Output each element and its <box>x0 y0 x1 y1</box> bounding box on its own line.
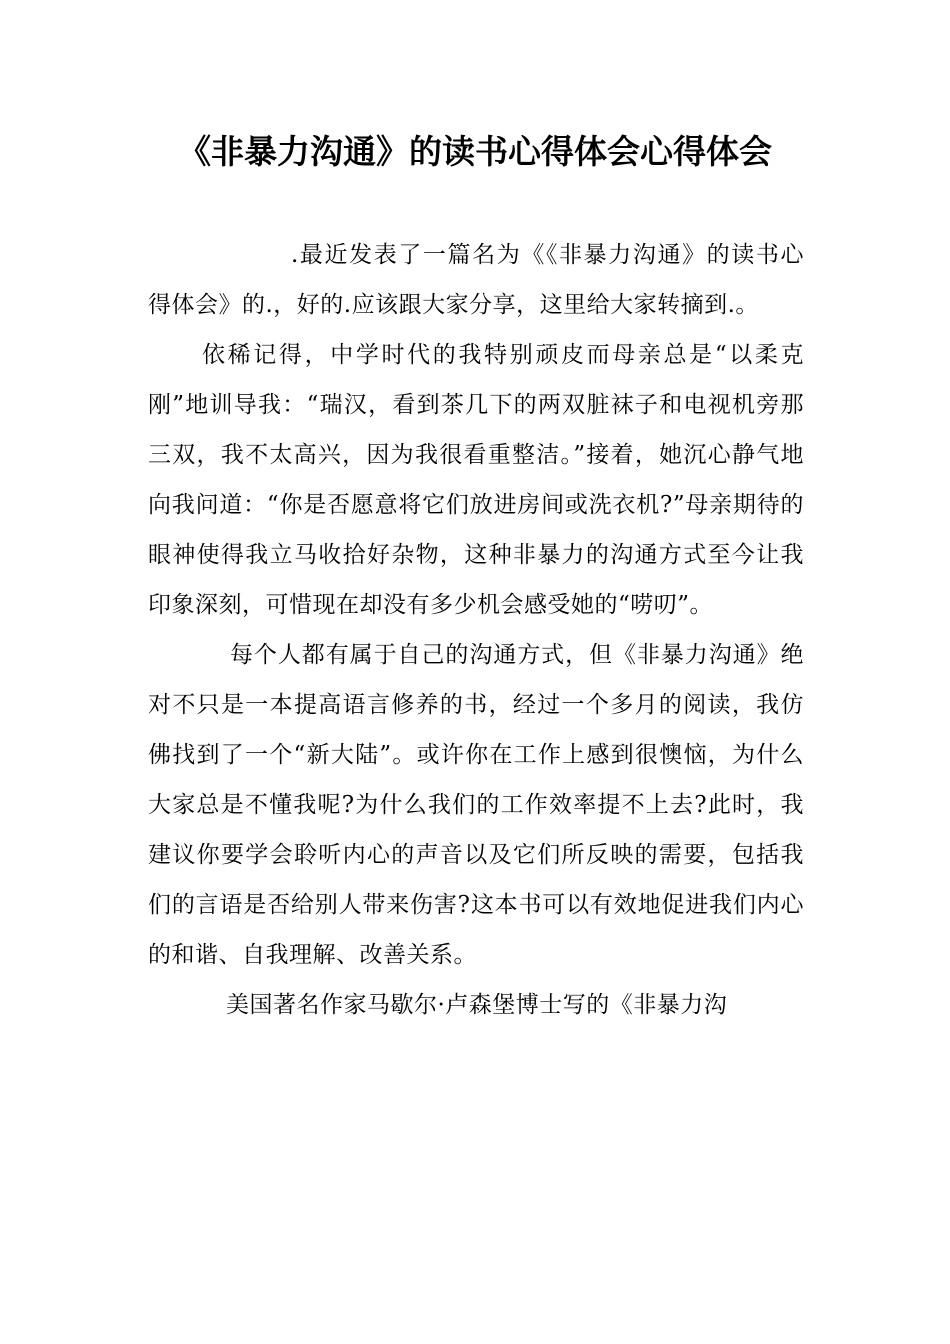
paragraph-intro: .最近发表了一篇名为《《非暴力沟通》的读书心得体会》的.，好的.应该跟大家分享，这里给大家转摘到.。 <box>148 242 804 318</box>
paragraph-communication: 每个人都有属于自己的沟通方式，但《非暴力沟通》绝对不只是一本提高语言修养的书，经过一个多月的阅读，我仿佛找到了一个“新大陆”。或许你在工作上感到很懊恼，为什么大家总是不懂我呢?为什么我们的工作效率提不上去?此时，我建议你要学会聆听内心的声音以及它们所反映的需要，包括我们的言语是否给别人带来伤害?这本书可以有效地促进我们内心的和谐、自我理解、改善关系。 <box>148 642 804 968</box>
paragraph-memory: 依稀记得，中学时代的我特别顽皮而母亲总是“以柔克刚”地训导我：“瑞汉，看到茶几下的两双脏袜子和电视机旁那三双，我不太高兴，因为我很看重整洁。”接着，她沉心静气地向我问道：“你是否愿意将它们放进房间或洗衣机?”母亲期待的眼神使得我立马收拾好杂物，这种非暴力的沟通方式至今让我印象深刻，可惜现在却没有多少机会感受她的“唠叨”。 <box>148 342 804 618</box>
document-title: 《非暴力沟通》的读书心得体会心得体会 <box>178 132 772 171</box>
document-body <box>148 230 804 1030</box>
paragraph-author: 美国著名作家马歇尔·卢森堡博士写的《非暴力沟 <box>226 992 728 1018</box>
